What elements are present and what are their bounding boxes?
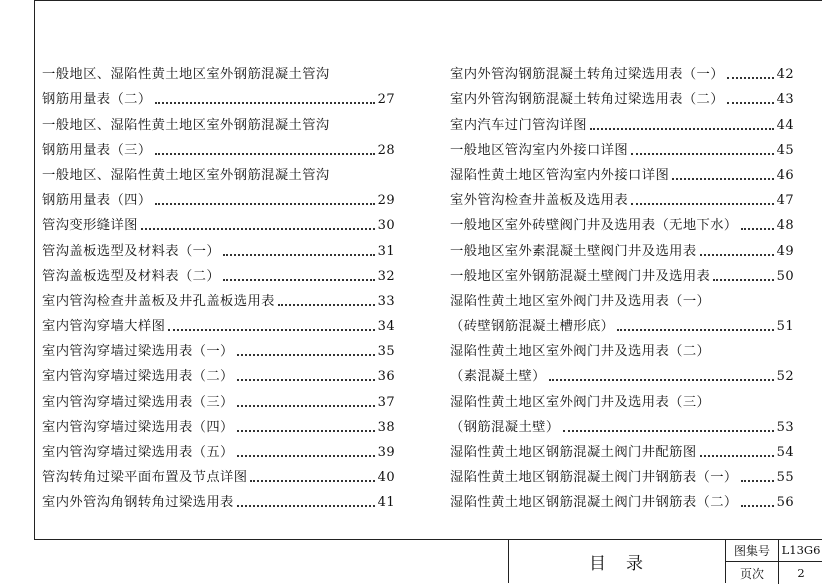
- title-block-grid: [725, 539, 822, 583]
- toc-entry-page: 31: [377, 243, 395, 259]
- toc-entry: [450, 385, 794, 410]
- toc-entry-title: 管沟盖板选型及材料表（一）: [42, 243, 221, 259]
- toc-entry: [450, 134, 794, 159]
- toc-leader-dots: [237, 379, 375, 381]
- toc-leader-dots: [237, 505, 375, 507]
- atlas-number-label: 图集号: [726, 539, 779, 561]
- toc-entry-title: （素混凝土壁）: [450, 369, 546, 385]
- toc-entry: [42, 234, 395, 259]
- page-number-label: 页次: [726, 562, 779, 584]
- toc-entry-page: 52: [776, 369, 794, 385]
- toc-entry: [42, 436, 395, 461]
- toc-entry-page: 37: [377, 394, 395, 410]
- toc-entry-page: 56: [776, 495, 794, 511]
- toc-leader-dots: [741, 505, 774, 507]
- toc-entry-page: 55: [776, 470, 794, 486]
- toc-entry: [42, 108, 395, 133]
- toc-leader-dots: [741, 480, 774, 482]
- title-block-title: 目录: [589, 553, 663, 574]
- toc-leader-dots: [168, 329, 374, 331]
- toc-leader-dots: [700, 254, 774, 256]
- toc-entry-title: 室内外管沟钢筋混凝土转角过梁选用表（一）: [450, 67, 724, 83]
- toc-leader-dots: [727, 102, 774, 104]
- toc-entry-page: 33: [377, 293, 395, 309]
- toc-entry-page: 48: [776, 218, 794, 234]
- toc-entry-title: 室内汽车过门管沟详图: [450, 117, 587, 133]
- toc-entry: [42, 159, 395, 184]
- toc-entry-page: 27: [377, 92, 395, 108]
- toc-entry: [450, 108, 794, 133]
- toc-entry: [450, 285, 794, 310]
- toc-leader-dots: [631, 153, 774, 155]
- toc-entry-title: 湿陷性黄土地区室外阀门井及选用表（一）: [450, 293, 711, 309]
- toc-entry-title: （砖壁钢筋混凝土槽形底）: [450, 319, 615, 335]
- toc-entry-title: 管沟盖板选型及材料表（二）: [42, 268, 221, 284]
- toc-entry-title: 管沟转角过梁平面布置及节点详图: [42, 470, 248, 486]
- toc-entry-page: 30: [377, 218, 395, 234]
- toc-entry: [450, 461, 794, 486]
- toc-entry-page: 43: [776, 92, 794, 108]
- toc-leader-dots: [237, 354, 375, 356]
- toc-entry-title: 一般地区室外钢筋混凝土壁阀门井及选用表: [450, 268, 711, 284]
- toc-entry-page: 54: [776, 445, 794, 460]
- toc-entry-page: 41: [377, 495, 395, 511]
- toc-leader-dots: [549, 379, 774, 381]
- toc-leader-dots: [631, 203, 774, 205]
- frame-left-border: [34, 0, 35, 540]
- toc-entry: [42, 461, 395, 486]
- toc-entry-page: 50: [776, 268, 794, 284]
- toc-entry-title: 湿陷性黄土地区钢筋混凝土阀门井钢筋表（一）: [450, 470, 738, 486]
- toc-leader-dots: [223, 254, 375, 256]
- toc-entry-page: 53: [776, 419, 794, 435]
- toc-entry: [450, 436, 794, 461]
- toc-entry-page: 35: [377, 344, 395, 360]
- toc-entry-page: 34: [377, 319, 395, 335]
- toc-leader-dots: [155, 102, 375, 104]
- toc-entry-title: 室内管沟穿墙过梁选用表（四）: [42, 419, 234, 435]
- toc-leader-dots: [250, 480, 374, 482]
- toc-leader-dots: [278, 304, 375, 306]
- toc-entry: [450, 209, 794, 234]
- toc-entry: [450, 234, 794, 259]
- toc-leader-dots: [237, 430, 375, 432]
- toc-entry: [42, 310, 395, 335]
- toc-leader-dots: [223, 279, 375, 281]
- toc-entry: [450, 411, 794, 436]
- toc-entry: [42, 411, 395, 436]
- toc-entry-page: 40: [377, 470, 395, 486]
- toc-entry-page: 44: [776, 117, 794, 133]
- toc-entry: [42, 385, 395, 410]
- toc-entry: [450, 335, 794, 360]
- toc-leader-dots: [237, 405, 375, 407]
- toc-entry-title: 室内管沟穿墙过梁选用表（二）: [42, 369, 234, 385]
- title-block: [508, 539, 822, 583]
- toc-entry-title: （钢筋混凝土壁）: [450, 419, 560, 435]
- toc-entry-page: 45: [776, 142, 794, 158]
- toc-leader-dots: [141, 228, 375, 230]
- toc-leader-dots: [155, 203, 375, 205]
- toc-entry-page: 38: [377, 419, 395, 435]
- toc-entry: [42, 209, 395, 234]
- toc-entry-title: 室内管沟检查井盖板及井孔盖板选用表: [42, 293, 275, 309]
- toc-entry-page: 29: [377, 193, 395, 209]
- toc-entry: [450, 360, 794, 385]
- page-number-row: [726, 561, 822, 584]
- toc-entry-title: 钢筋用量表（四）: [42, 193, 152, 209]
- toc-entry-title: 湿陷性黄土地区钢筋混凝土阀门井配筋图: [450, 445, 697, 460]
- toc-leader-dots: [672, 178, 774, 180]
- toc-entry-title: 一般地区、湿陷性黄土地区室外钢筋混凝土管沟: [42, 117, 330, 133]
- toc-right-column: [450, 58, 794, 511]
- toc-leader-dots: [563, 430, 774, 432]
- toc-entry-title: 室内管沟穿墙过梁选用表（一）: [42, 344, 234, 360]
- toc-entry-page: 32: [377, 268, 395, 284]
- toc-entry-title: 室内管沟穿墙过梁选用表（五）: [42, 445, 234, 460]
- toc-entry-title: 室内外管沟角钢转角过梁选用表: [42, 495, 234, 511]
- toc-entry-title: 一般地区、湿陷性黄土地区室外钢筋混凝土管沟: [42, 67, 330, 83]
- toc-leader-dots: [617, 329, 773, 331]
- toc-entry: [42, 184, 395, 209]
- toc-entry: [450, 58, 794, 83]
- atlas-number-value: L13G6: [781, 543, 821, 557]
- page-number-value: 2: [797, 566, 805, 580]
- toc-entry: [42, 486, 395, 511]
- frame-top-border: [34, 0, 822, 1]
- toc-leader-dots: [237, 455, 375, 457]
- toc-leader-dots: [713, 279, 773, 281]
- toc-entry-title: 一般地区管沟室内外接口详图: [450, 142, 629, 158]
- toc-entry-title: 湿陷性黄土地区管沟室内外接口详图: [450, 167, 670, 183]
- toc-entry: [42, 360, 395, 385]
- toc-entry: [42, 260, 395, 285]
- toc-entry: [450, 184, 794, 209]
- toc-entry-title: 室内管沟穿墙过梁选用表（三）: [42, 394, 234, 410]
- toc-entry-title: 管沟变形缝详图: [42, 218, 138, 234]
- toc-entry: [42, 134, 395, 159]
- toc-entry-page: 47: [776, 193, 794, 209]
- toc-entry-page: 36: [377, 369, 395, 385]
- toc-entry-title: 湿陷性黄土地区室外阀门井及选用表（三）: [450, 394, 711, 410]
- toc-entry: [42, 285, 395, 310]
- toc-entry-title: 湿陷性黄土地区钢筋混凝土阀门井钢筋表（二）: [450, 495, 738, 511]
- toc-entry-title: 一般地区室外素混凝土壁阀门井及选用表: [450, 243, 697, 259]
- toc-entry: [450, 260, 794, 285]
- toc-entry-title: 室内外管沟钢筋混凝土转角过梁选用表（二）: [450, 92, 724, 108]
- toc-entry-page: 28: [377, 142, 395, 158]
- toc-entry-page: 49: [776, 243, 794, 259]
- toc-leader-dots: [727, 77, 774, 79]
- toc-entry: [450, 310, 794, 335]
- toc-entry-page: 39: [377, 445, 395, 460]
- toc-entry: [42, 83, 395, 108]
- toc-entry: [42, 335, 395, 360]
- toc-entry-title: 一般地区、湿陷性黄土地区室外钢筋混凝土管沟: [42, 167, 330, 183]
- toc-leader-dots: [155, 153, 375, 155]
- toc-leader-dots: [700, 455, 774, 457]
- toc-entry-title: 钢筋用量表（二）: [42, 92, 152, 108]
- toc-entry-title: 钢筋用量表（三）: [42, 142, 152, 158]
- toc-entry: [450, 159, 794, 184]
- toc-entry-title: 湿陷性黄土地区室外阀门井及选用表（二）: [450, 344, 711, 360]
- toc-entry-title: 一般地区室外砖壁阀门井及选用表（无地下水）: [450, 218, 738, 234]
- toc-entry-page: 46: [776, 167, 794, 183]
- toc-leader-dots: [590, 128, 774, 130]
- toc-entry-page: 51: [776, 319, 794, 335]
- atlas-number-row: [726, 539, 822, 561]
- toc-entry-title: 室内管沟穿墙大样图: [42, 319, 166, 335]
- toc-entry-title: 室外管沟检查井盖板及选用表: [450, 193, 629, 209]
- toc-left-column: [42, 58, 395, 511]
- toc-entry: [42, 58, 395, 83]
- toc-entry-page: 42: [776, 67, 794, 83]
- toc-entry: [450, 83, 794, 108]
- toc-entry: [450, 486, 794, 511]
- toc-leader-dots: [741, 228, 774, 230]
